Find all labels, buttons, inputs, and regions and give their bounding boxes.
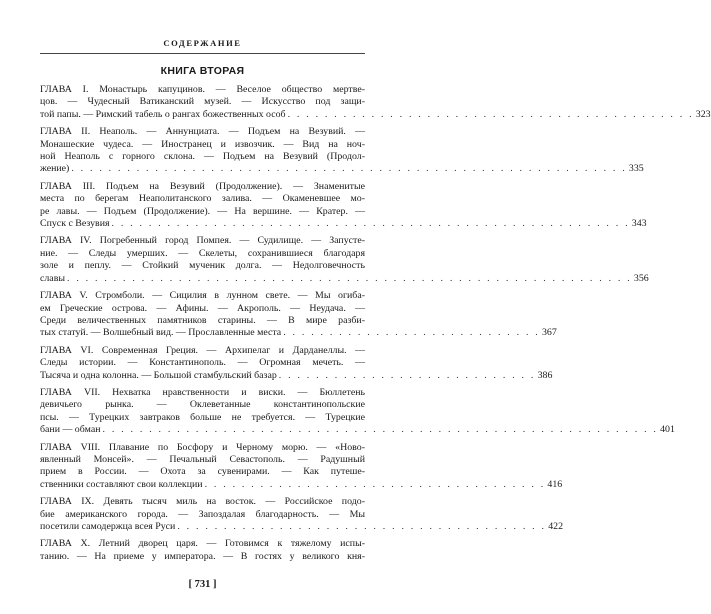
entry-line: бани — обман — [40, 424, 101, 436]
dot-leader: . . . . . . . . . . . . . . . . . . . . . . . . . . . . . . . . . . . . . . . . . . . . . . . . . . . . . . . . . . . . — [71, 163, 627, 175]
entry-last-line — [40, 108, 711, 121]
entry-line: ние. — Следы умерших. — Скелеты, сохранившиеся благодаря — [40, 247, 365, 259]
entry-line: ГЛАВА IX. Девять тысяч миль на восток. — Российское подо- — [40, 496, 365, 508]
page-number: 422 — [548, 521, 563, 532]
entry-line: ной Неаполь с горного склона. — Подъем на Везувий (Продол- — [40, 151, 365, 163]
entry-line: цов. — Чудесный Ватиканский музей. — Искусство под защи- — [40, 96, 365, 108]
dot-leader: . . . . . . . . . . . . . . . . . . . . . . . . . . . . . . . . . . . . . . . . . . . . . . . . . . . . . . . . . . . . — [102, 424, 659, 436]
page-number: 356 — [633, 272, 649, 284]
entry-line: золе и пеплу. — Стойкий мученик долга. — Недолговечность — [40, 260, 365, 272]
entry-line: тых статуй. — Волшебный вид. — Прославленные места — [40, 327, 282, 339]
contents-entry — [40, 441, 563, 492]
contents-entry — [40, 290, 557, 340]
entry-line: ГЛАВА VIII. Плавание по Босфору и Черному морю. — «Ново- — [40, 441, 365, 453]
page-number: 335 — [628, 163, 644, 175]
contents-entry — [40, 496, 563, 533]
entry-line: ГЛАВА VI. Современная Греция. — Архипелаг и Дарданеллы. — — [40, 344, 365, 356]
contents-entry — [40, 538, 365, 563]
page-number: 401 — [660, 424, 675, 436]
entry-line: девичьего рынка. — Оклеветанные константинопольские — [40, 399, 365, 411]
entry-line: посетили самодержца всея Руси — [40, 521, 176, 532]
contents-list — [40, 84, 711, 568]
entry-last-line — [40, 163, 644, 175]
entry-last-line — [40, 424, 675, 436]
entry-line: танию. — На приеме у императора. — В гостях у великого кня- — [40, 550, 365, 562]
entry-line: ственники составляют свои коллекции — [40, 478, 203, 490]
entry-line: ГЛАВА V. Стромболи. — Сицилия в лунном свете. — Мы огиба- — [40, 290, 365, 302]
entry-line: прием в России. — Охота за сувенирами. — Как путеше- — [40, 466, 365, 478]
entry-line: псы. — Турецких завтраков больше не требуется. — Турецкие — [40, 411, 365, 423]
page-number: 367 — [541, 327, 557, 339]
entry-line: ГЛАВА II. Неаполь. — Аннунциата. — Подъем на Везувий. — — [40, 126, 365, 138]
page-number: 416 — [547, 478, 563, 490]
entry-line: явленный Монсей». — Печальный Севастополь. — Радушный — [40, 453, 365, 465]
entry-line: Тысяча и одна колонна. — Большой стамбульский базар — [40, 369, 277, 381]
entry-line: ре лавы. — Подъем (Продолжение). — На вершине. — Кратер. — — [40, 205, 365, 217]
entry-last-line — [40, 327, 557, 339]
entry-last-line — [40, 272, 649, 285]
dot-leader: . . . . . . . . . . . . . . . . . . . . . . . . . . . . . . . . . . . . . . . . . . . . — [287, 108, 694, 120]
contents-entry — [40, 126, 644, 176]
page-number: 386 — [537, 369, 553, 381]
entry-line: Спуск с Везувия — [40, 218, 110, 230]
page-number: 343 — [631, 218, 647, 230]
contents-entry — [40, 84, 711, 121]
entry-line: места по берегам Неаполитанского залива. — Окаменевшее мо- — [40, 193, 365, 205]
entry-last-line — [40, 521, 563, 533]
dot-leader: . . . . . . . . . . . . . . . . . . . . . . . . . . . . — [278, 369, 536, 381]
contents-entry — [40, 180, 647, 231]
page-number: 323 — [695, 108, 711, 120]
entry-line: той папы. — Римский табель о рангах божественных особ — [40, 108, 286, 120]
entry-line: Монашеские чудеса. — Иностранец и извозчик. — Вид на ноч- — [40, 138, 365, 150]
page-folio: [ 731 ] — [188, 579, 217, 590]
entry-line: ГЛАВА III. Подъем на Везувий (Продолжение). — Знаменитые — [40, 180, 365, 192]
entry-line: ГЛАВА X. Летний дворец царя. — Готовимся к тяжелому испы- — [40, 538, 365, 550]
entry-line: жение) — [40, 163, 70, 175]
contents-entry — [40, 235, 649, 285]
dot-leader: . . . . . . . . . . . . . . . . . . . . . . . . . . . . — [283, 327, 540, 339]
entry-line: славы — [40, 272, 65, 284]
entry-line: ГЛАВА I. Монастырь капуцинов. — Веселое общество мертве- — [40, 84, 365, 95]
entry-line: ем Греческие острова. — Афины. — Акрополь. — Неудача. — — [40, 302, 365, 314]
book-page — [40, 0, 711, 614]
header-rule — [40, 53, 365, 54]
contents-entry — [40, 386, 675, 437]
dot-leader: . . . . . . . . . . . . . . . . . . . . . . . . . . . . . . . . . . . . . . . . — [177, 521, 547, 532]
contents-entry — [40, 344, 553, 382]
entry-line: ГЛАВА IV. Погребенный город Помпея. — Судилище. — Запусте- — [40, 235, 365, 247]
dot-leader: . . . . . . . . . . . . . . . . . . . . . . . . . . . . . . . . . . . . . — [204, 478, 546, 490]
entry-line: бие американского города. — Запоздалая благодарность. — Мы — [40, 508, 365, 520]
entry-last-line — [40, 478, 563, 491]
dot-leader: . . . . . . . . . . . . . . . . . . . . . . . . . . . . . . . . . . . . . . . . . . . . . . . . . . . . . . . . . . . . . — [67, 272, 632, 284]
book-title: КНИГА ВТОРАЯ — [160, 65, 245, 77]
entry-line: Следы истории. — Константинополь. — Огромная мечеть. — — [40, 357, 365, 369]
entry-line: ГЛАВА VII. Нехватка нравственности и виски. — Бюллетень — [40, 386, 365, 398]
running-head: СОДЕРЖАНИЕ — [163, 38, 242, 48]
entry-last-line — [40, 218, 647, 230]
entry-last-line — [40, 369, 553, 382]
entry-line: Среди величественных памятников старины. — В мире разби- — [40, 314, 365, 326]
dot-leader: . . . . . . . . . . . . . . . . . . . . . . . . . . . . . . . . . . . . . . . . . . . . . . . . . . . . . . . . — [111, 218, 630, 230]
